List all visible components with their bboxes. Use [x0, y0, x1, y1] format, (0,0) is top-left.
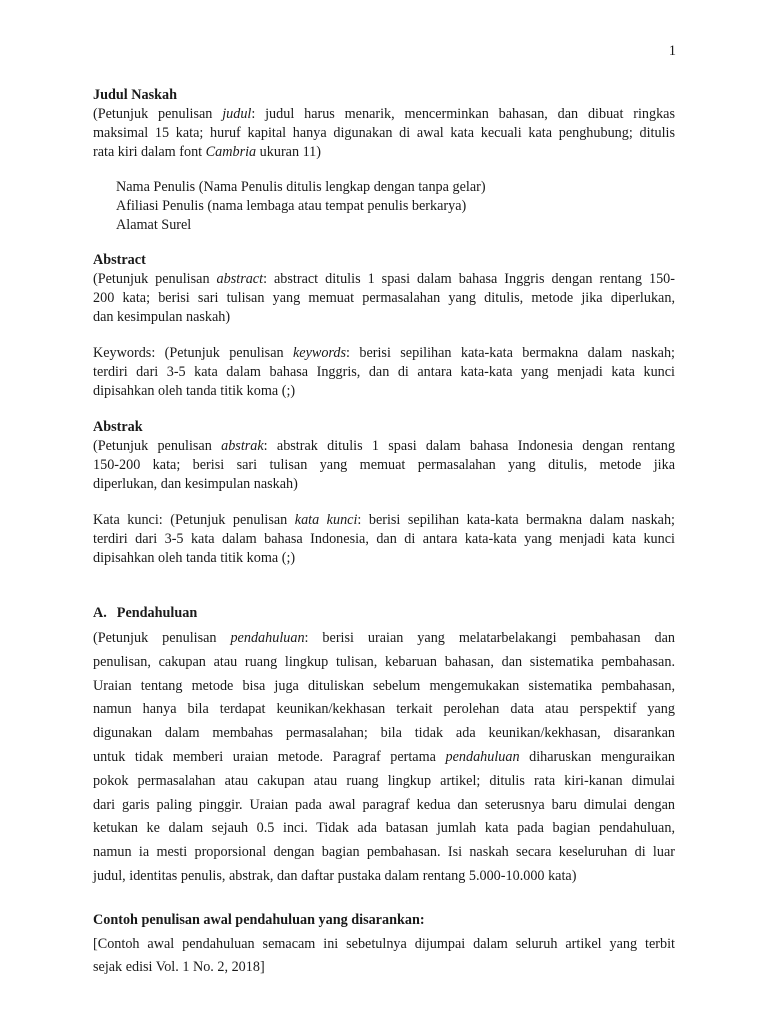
- title-heading: Judul Naskah: [93, 87, 177, 103]
- text-run: (Petunjuk penulisan: [93, 630, 231, 646]
- keywords-line-1: [93, 344, 675, 363]
- intro-line-1: [93, 627, 675, 651]
- abstrak-line-1: [93, 437, 675, 456]
- intro-line-2: penulisan, cakupan atau ruang lingkup tulisan, kebaruan bahasan, dan sistematika pembahasan.: [93, 653, 675, 670]
- document-content: [93, 86, 675, 980]
- intro-line-3: Uraian tentang metode bisa juga dituliskan sebelum mengemukakan sistematika pembahasan,: [93, 677, 675, 694]
- example-heading: Contoh penulisan awal pendahuluan yang disarankan:: [93, 911, 425, 928]
- spacer: [93, 162, 675, 178]
- intro-line-7: pokok permasalahan atau cakupan atau ruang lingkup artikel; ditulis rata kiri-kanan dimulai: [93, 772, 675, 789]
- abstract-line-3: dan kesimpulan naskah): [93, 309, 231, 325]
- intro-line-9: ketukan ke dalam sejauh 0.5 inci. Tidak ada batasan jumlah kata pada bagian pendahuluan,: [93, 820, 675, 837]
- text-run: : abstrak ditulis 1 spasi dalam bahasa Indonesia dengan rentang: [263, 438, 675, 454]
- keywords-line-2: terdiri dari 3-5 kata dalam bahasa Inggris, dan di antara kata-kata yang menjadi kata kunci: [93, 364, 675, 380]
- italic-term: judul: [222, 106, 252, 122]
- spacer: [93, 494, 675, 511]
- text-run: : judul harus menarik, mencerminkan bahasan, dan dibuat ringkas: [251, 106, 676, 122]
- kata-kunci-line-1: [93, 511, 675, 530]
- spacer: [93, 327, 675, 344]
- italic-term: abstrak: [221, 438, 264, 454]
- spacer: [93, 235, 675, 251]
- example-line-2: sejak edisi Vol. 1 No. 2, 2018]: [93, 959, 265, 976]
- abstract-line-2: 200 kata; berisi sari tulisan yang memuat permasalahan yang ditulis, metode jika diperlukan,: [93, 290, 675, 306]
- italic-term: pendahuluan: [445, 748, 520, 765]
- intro-line-8: dari garis paling pinggir. Uraian pada awal paragraf kedua dan seterusnya baru dimulai dengan: [93, 796, 675, 813]
- section-letter: A.: [93, 605, 107, 621]
- spacer: [93, 401, 675, 418]
- kata-kunci-line-2: terdiri dari 3-5 kata dalam bahasa Indonesia, dan di antara kata-kata yang menjadi kata kunci: [93, 531, 675, 547]
- italic-term: keywords: [292, 345, 347, 361]
- spacer: [93, 568, 675, 603]
- italic-term: Cambria: [205, 144, 257, 160]
- keywords-line-3: dipisahkan oleh tanda titik koma (;): [93, 383, 296, 399]
- text-run: (Petunjuk penulisan: [93, 438, 222, 454]
- italic-term: pendahuluan: [230, 630, 305, 646]
- abstrak-line-3: diperlukan, dan kesimpulan naskah): [93, 476, 298, 492]
- intro-line-6: [93, 746, 675, 770]
- text-run: rata kiri dalam font: [93, 144, 206, 160]
- kata-kunci-line-3: dipisahkan oleh tanda titik koma (;): [93, 550, 296, 566]
- author-name: Nama Penulis (Nama Penulis ditulis lengkap dengan tanpa gelar): [116, 179, 486, 195]
- text-run: (Petunjuk penulisan: [93, 271, 217, 287]
- italic-term: abstract: [216, 271, 264, 287]
- text-run: : berisi sepilihan kata-kata bermakna dalam naskah;: [346, 345, 675, 361]
- italic-term: kata kunci: [294, 512, 358, 528]
- text-run: ukuran 11): [256, 144, 322, 160]
- author-affiliation: Afiliasi Penulis (nama lembaga atau tempat penulis berkarya): [116, 198, 467, 214]
- text-run: : abstract ditulis 1 spasi dalam bahasa Inggris dengan rentang 150-: [263, 271, 675, 287]
- intro-line-5: digunakan dalam membahas permasalahan; bila tidak ada keunikan/kekhasan, disarankan: [93, 725, 675, 742]
- text-run: diharuskan menguraikan: [519, 748, 675, 765]
- title-instruction-line-3: [93, 143, 675, 162]
- text-run: (Petunjuk penulisan: [93, 106, 223, 122]
- intro-line-10: namun ia mesti proporsional dengan bagian pembahasan. Isi naskah secara keseluruhan di luar: [93, 844, 675, 861]
- text-run: Keywords: (Petunjuk penulisan: [93, 345, 293, 361]
- title-instruction-line-2: maksimal 15 kata; huruf kapital hanya digunakan di awal kata kecuali kata penghubung; ditulis: [93, 125, 675, 141]
- section-heading-pendahuluan: [93, 603, 675, 623]
- text-run: untuk tidak memberi uraian metode. Paragraf pertama: [93, 748, 446, 765]
- text-run: : berisi sepilihan kata-kata bermakna dalam naskah;: [357, 512, 675, 528]
- author-email: Alamat Surel: [116, 217, 192, 233]
- page-number: 1: [668, 43, 676, 59]
- intro-line-11: judul, identitas penulis, abstrak, dan daftar pustaka dalam rentang 5.000-10.000 kata): [93, 867, 577, 884]
- abstract-heading: Abstract: [93, 252, 146, 268]
- example-line-1: [Contoh awal pendahuluan semacam ini sebetulnya dijumpai dalam seluruh artikel yang terbit: [93, 935, 675, 952]
- abstrak-heading: Abstrak: [93, 419, 143, 435]
- abstrak-line-2: 150-200 kata; berisi sari tulisan yang memuat permasalahan yang ditulis, metode jika: [93, 457, 675, 473]
- spacer: [93, 889, 675, 909]
- section-title: Pendahuluan: [116, 605, 198, 621]
- abstract-line-1: [93, 270, 675, 289]
- intro-line-4: namun hanya bila terdapat keunikan/kekhasan terkait perolehan data atau perspektif yang: [93, 701, 675, 718]
- text-run: Kata kunci: (Petunjuk penulisan: [93, 512, 295, 528]
- text-run: : berisi uraian yang melatarbelakangi pembahasan dan: [304, 630, 676, 646]
- title-instruction-line-1: [93, 105, 675, 124]
